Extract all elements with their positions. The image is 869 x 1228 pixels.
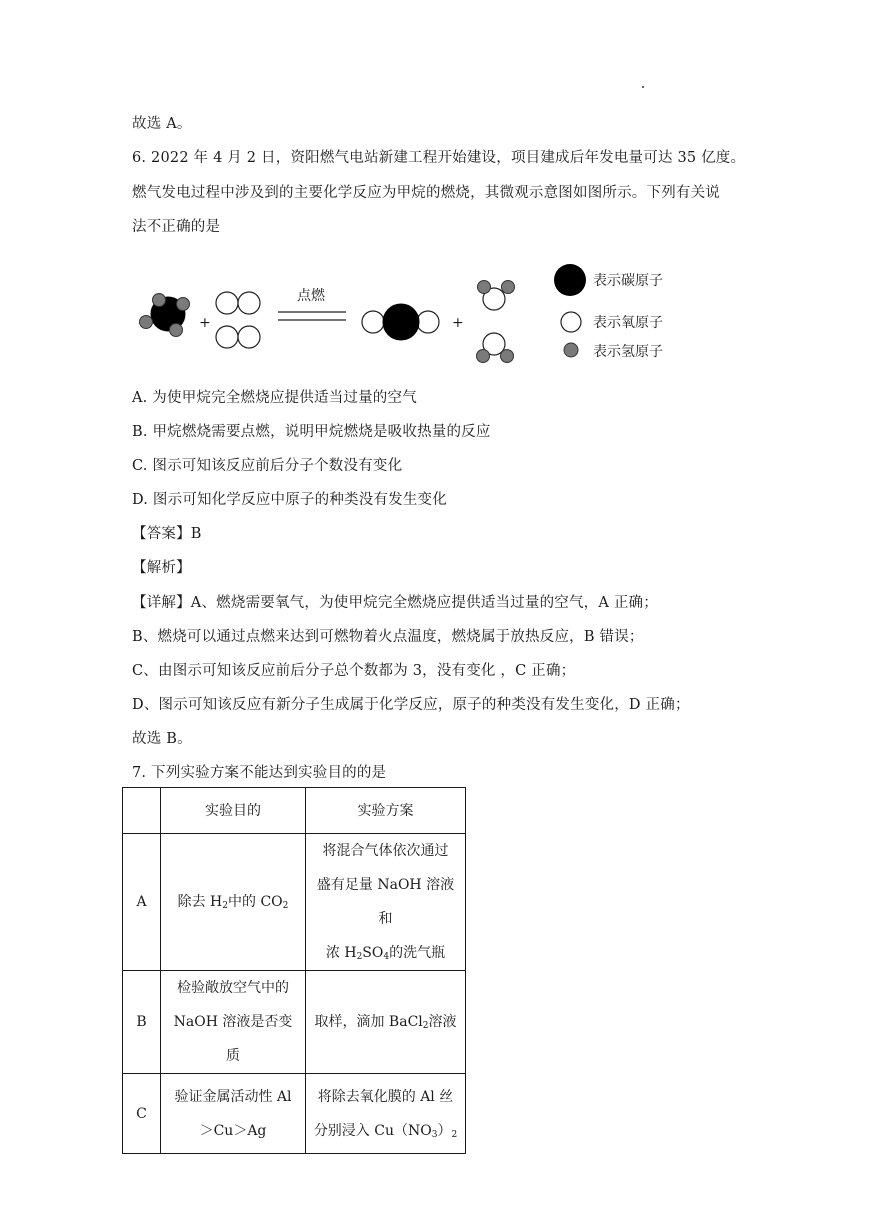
option-a: A. 为使甲烷完全燃烧应提供适当过量的空气 <box>132 390 417 406</box>
detail-b: B、燃烧可以通过点燃来达到可燃物着火点温度，燃烧属于放热反应，B 错误； <box>132 629 644 645</box>
row-scheme <box>306 971 466 1074</box>
detail-c: C、由图示可知该反应前后分子总个数都为 3，没有变化 ，C 正确； <box>132 663 576 679</box>
legend-hydrogen-label: 表示氢原子 <box>593 344 663 360</box>
legend-hydrogen-symbol <box>564 343 578 357</box>
question-6-conclusion: 故选 B。 <box>132 731 192 747</box>
scheme-text: SO <box>362 945 384 961</box>
legend-oxygen-label: 表示氧原子 <box>593 315 663 331</box>
question-6-stem-line-2: 燃气发电过程中涉及到的主要化学反应为甲烷的燃烧，其微观示意图如图所示。下列有关说 <box>132 185 720 201</box>
methane-combustion-diagram <box>130 256 690 376</box>
purpose-text: 除去 H <box>177 894 223 910</box>
option-d: D. 图示可知化学反应中原子的种类没有发生变化 <box>132 492 447 508</box>
water-molecule <box>478 281 515 311</box>
table-header-blank <box>123 788 161 834</box>
row-purpose <box>161 834 306 971</box>
subscript: 2 <box>356 952 363 962</box>
row-label: A <box>123 834 161 971</box>
row-scheme <box>306 1074 466 1154</box>
scheme-text: 浓 H <box>325 945 357 961</box>
legend <box>554 264 663 360</box>
table-header-purpose: 实验目的 <box>161 788 306 834</box>
detail-d: D、图示可知该反应有新分子生成属于化学反应，原子的种类没有发生变化，D 正确； <box>132 697 690 713</box>
table-row <box>123 971 466 1074</box>
subscript: 3 <box>431 1129 438 1140</box>
subscript: 2 <box>422 1021 429 1031</box>
plus-sign-1: + <box>199 315 211 331</box>
previous-answer: 故选 A。 <box>132 116 192 132</box>
table-header-scheme: 实验方案 <box>306 788 466 834</box>
row-label: B <box>123 971 161 1074</box>
question-6-stem-line-1: 6. 2022 年 4 月 2 日，资阳燃气电站新建工程开始建设，项目建成后年发电量可达 35 亿度。 <box>132 150 746 166</box>
methane-molecule <box>140 294 190 337</box>
subscript: 2 <box>282 901 289 911</box>
legend-carbon-label: 表示碳原子 <box>593 273 663 289</box>
scheme-text: 分别浸入 Cu（NO <box>313 1122 432 1139</box>
row-purpose <box>161 971 306 1074</box>
option-c: C. 图示可知该反应前后分子个数没有变化 <box>132 458 403 474</box>
row-purpose <box>161 1074 306 1154</box>
scheme-line: 将除去氧化膜的 Al 丝 <box>317 1088 454 1105</box>
scheme-text: ） <box>437 1122 452 1139</box>
question-6-stem-line-3: 法不正确的是 <box>132 219 221 235</box>
purpose-line: NaOH 溶液是否变质 <box>173 1014 293 1064</box>
table-row <box>123 834 466 971</box>
scheme-text: 溶液 <box>428 1014 457 1030</box>
subscript: 4 <box>383 952 390 962</box>
subscript: 2 <box>222 901 229 911</box>
experiment-table <box>122 787 466 1154</box>
scheme-line: 将混合气体依次通过 <box>322 843 449 859</box>
scheme-line <box>312 1114 459 1148</box>
analysis-heading: 【解析】 <box>132 560 191 576</box>
scheme-line: 盛有足量 NaOH 溶液和 <box>316 877 455 927</box>
scheme-line <box>312 936 459 970</box>
question-7-stem: 7. 下列实验方案不能达到实验目的的是 <box>132 765 387 781</box>
plus-sign-2: + <box>452 315 464 331</box>
answer-heading: 【答案】B <box>132 526 202 542</box>
option-b: B. 甲烷燃烧需要点燃，说明甲烷燃烧是吸收热量的反应 <box>132 424 491 440</box>
legend-oxygen-symbol <box>561 312 581 332</box>
reaction-condition: 点燃 <box>297 288 325 304</box>
oxygen-molecule <box>216 292 260 314</box>
legend-carbon-symbol <box>554 264 586 296</box>
oxygen-molecule <box>216 326 260 348</box>
purpose-text: 中的 CO <box>228 894 283 910</box>
detail-a: 【详解】A、燃烧需要氧气，为使甲烷完全燃烧应提供适当过量的空气，A 正确； <box>132 595 658 611</box>
scheme-text: 取样，滴加 BaCl <box>314 1014 423 1030</box>
row-scheme <box>306 834 466 971</box>
row-label: C <box>123 1074 161 1154</box>
stray-dot <box>642 86 644 88</box>
subscript: 2 <box>451 1129 458 1140</box>
purpose-line: ＞Cu＞Ag <box>199 1122 267 1139</box>
purpose-line: 验证金属活动性 Al <box>174 1088 292 1105</box>
carbon-dioxide-molecule <box>362 304 439 340</box>
table-row <box>123 1074 466 1154</box>
scheme-text: 的洗气瓶 <box>389 945 446 961</box>
purpose-line: 检验敞放空气中的 <box>177 980 289 996</box>
table-header-row <box>123 788 466 834</box>
water-molecule <box>477 333 514 363</box>
